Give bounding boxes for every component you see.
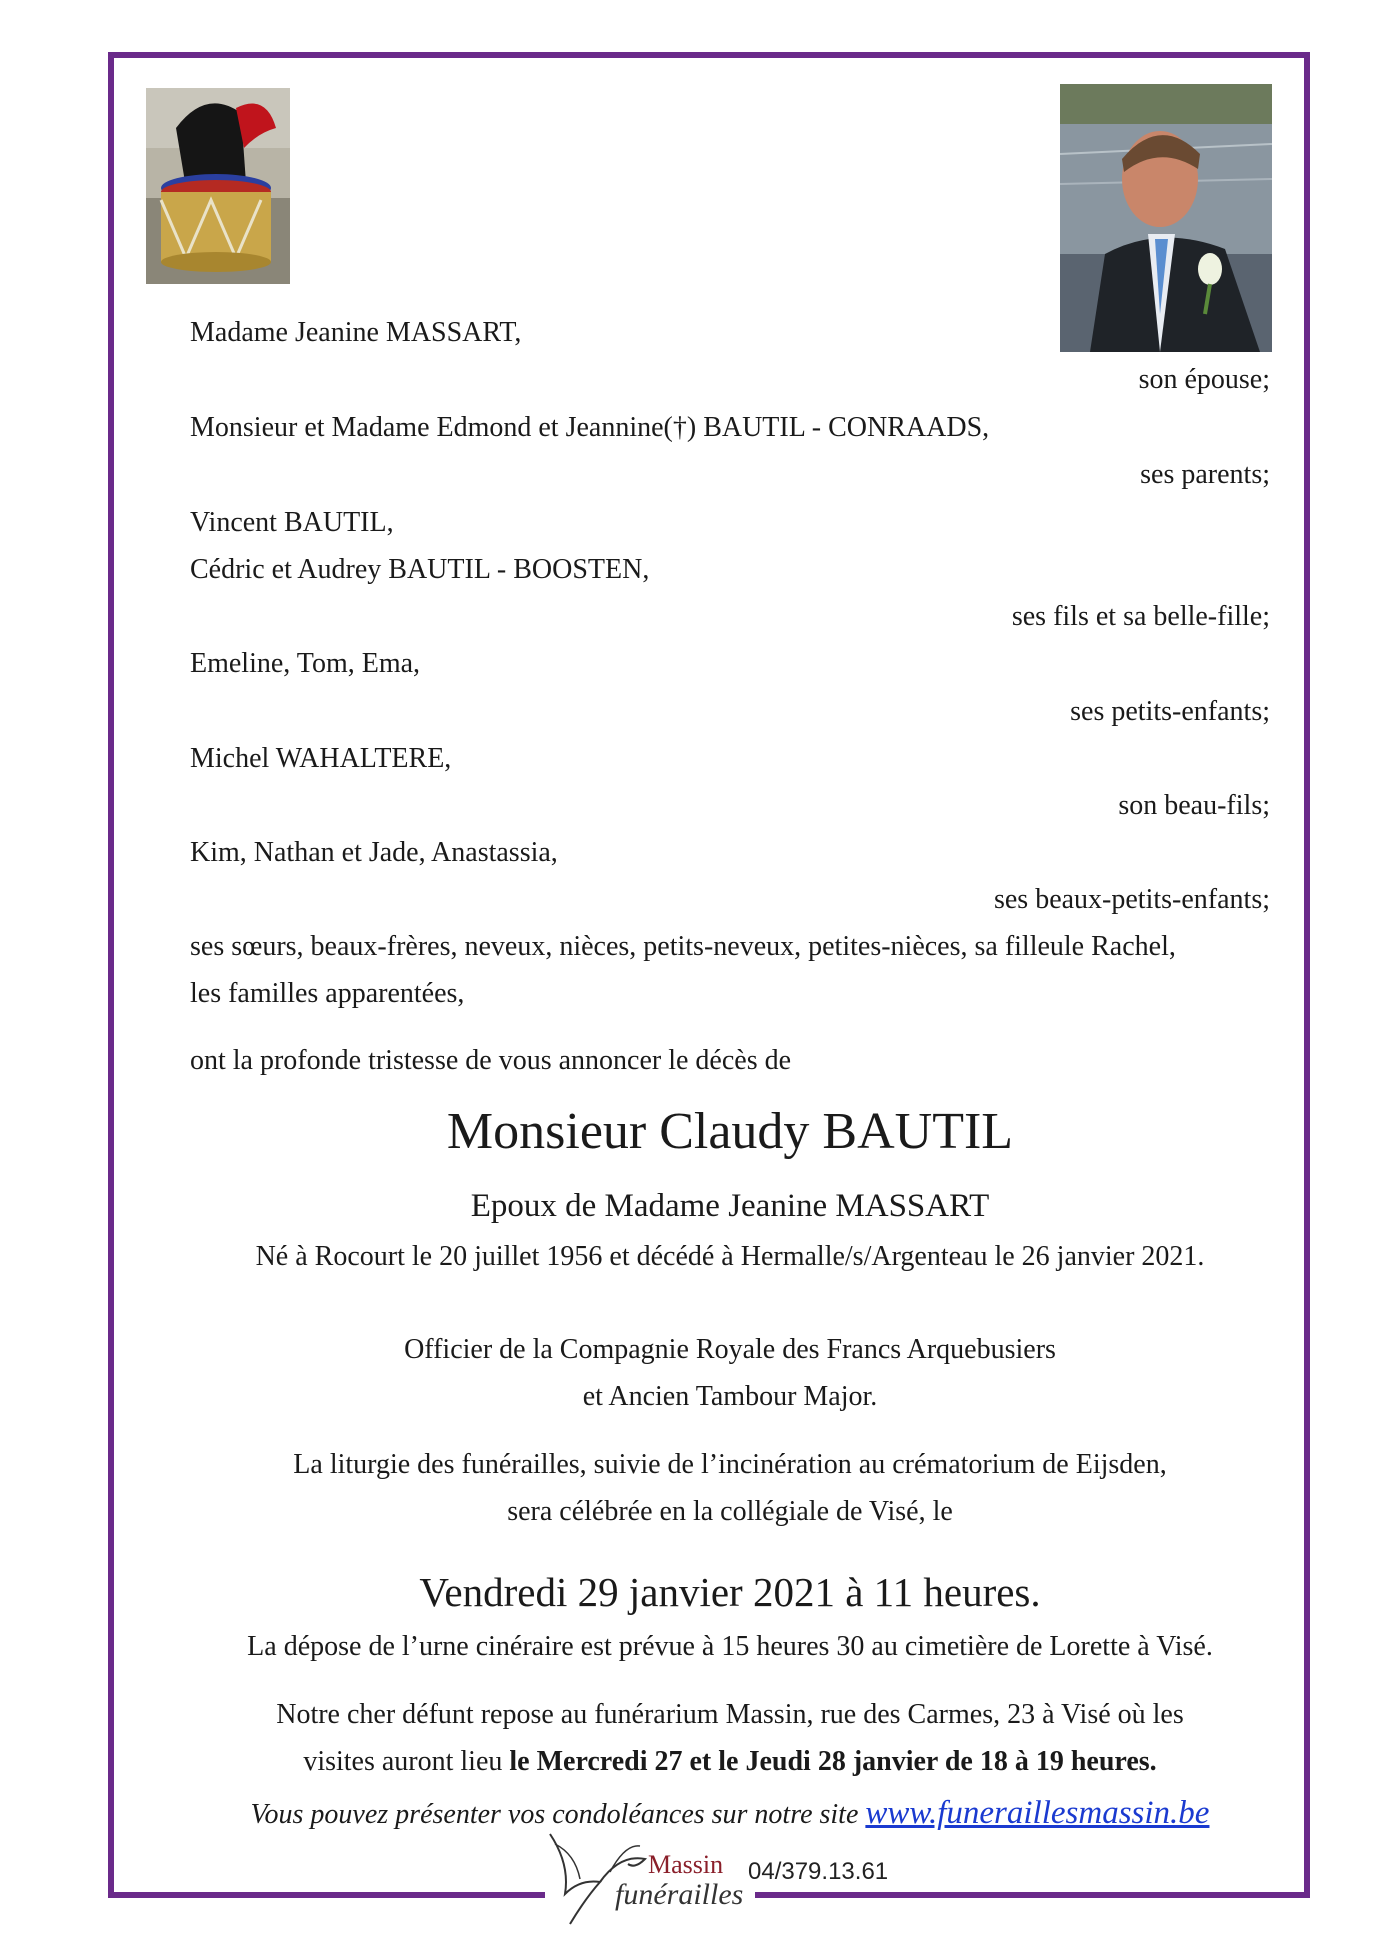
urn-line: La dépose de l’urne cinéraire est prévue à 15 heures 30 au cimetière de Lorette à Visé. [247, 1631, 1213, 1662]
liturgy-line-1: La liturgie des funérailles, suivie de l’incinération au crématorium de Eijsden, [293, 1449, 1167, 1480]
funeral-date: Vendredi 29 janvier 2021 à 11 heures. [419, 1569, 1041, 1615]
visits-prefix: visites auront lieu [303, 1746, 510, 1777]
drum-photo [146, 88, 290, 284]
rest-line: Notre cher défunt repose au funérarium Massin, rue des Carmes, 23 à Visé où les [276, 1699, 1184, 1730]
condolences-text: Vous pouvez présenter vos condoléances sur notre site [250, 1799, 866, 1830]
announcement-intro: ont la profonde tristesse de vous annoncer le décès de [190, 1045, 792, 1076]
birth-death-line: Né à Rocourt le 20 juillet 1956 et décédé à Hermalle/s/Argenteau le 26 janvier 2021. [255, 1241, 1205, 1272]
visits-line [0, 1745, 1378, 1779]
relation-parents: ses parents; [1140, 459, 1270, 490]
family-line-son-1: Vincent BAUTIL, [190, 507, 394, 538]
family-line-families: les familles apparentées, [190, 978, 465, 1009]
liturgy-line-2: sera célébrée en la collégiale de Visé, le [507, 1496, 953, 1527]
family-line-relatives: ses sœurs, beaux-frères, neveux, nièces, petits-neveux, petites-nièces, sa filleule Rachel, [190, 931, 1176, 962]
deceased-name: Monsieur Claudy BAUTIL [446, 1103, 1014, 1160]
title-line-1: Officier de la Compagnie Royale des Francs Arquebusiers [404, 1334, 1056, 1365]
relation-stepson: son beau-fils; [1118, 790, 1270, 821]
family-line-grandchildren: Emeline, Tom, Ema, [190, 648, 421, 679]
family-line-stepson: Michel WAHALTERE, [190, 743, 452, 774]
website-link[interactable]: www.funeraillesmassin.be [865, 1795, 1210, 1831]
relation-grandchildren: ses petits-enfants; [1070, 696, 1270, 727]
relation-spouse: son épouse; [1138, 364, 1270, 395]
brand-subtitle: funérailles [615, 1878, 744, 1911]
title-line-2: et Ancien Tambour Major. [582, 1381, 878, 1412]
brand-name: Massin [648, 1850, 724, 1879]
family-line-son-2: Cédric et Audrey BAUTIL - BOOSTEN, [190, 554, 650, 585]
spouse-line: Epoux de Madame Jeanine MASSART [470, 1188, 990, 1224]
visits-dates: le Mercredi 27 et le Jeudi 28 janvier de 18 à 19 heures. [509, 1746, 1157, 1777]
relation-sons: ses fils et sa belle-fille; [1011, 601, 1270, 632]
phone-number: 04/379.13.61 [748, 1858, 889, 1885]
family-line-step-grandchildren: Kim, Nathan et Jade, Anastassia, [190, 837, 558, 868]
relation-step-grandchildren: ses beaux-petits-enfants; [993, 884, 1270, 915]
family-line-spouse: Madame Jeanine MASSART, [190, 317, 522, 348]
family-line-parents: Monsieur et Madame Edmond et Jeannine(†) BAUTIL - CONRAADS, [190, 412, 990, 443]
portrait-photo [1060, 84, 1272, 352]
